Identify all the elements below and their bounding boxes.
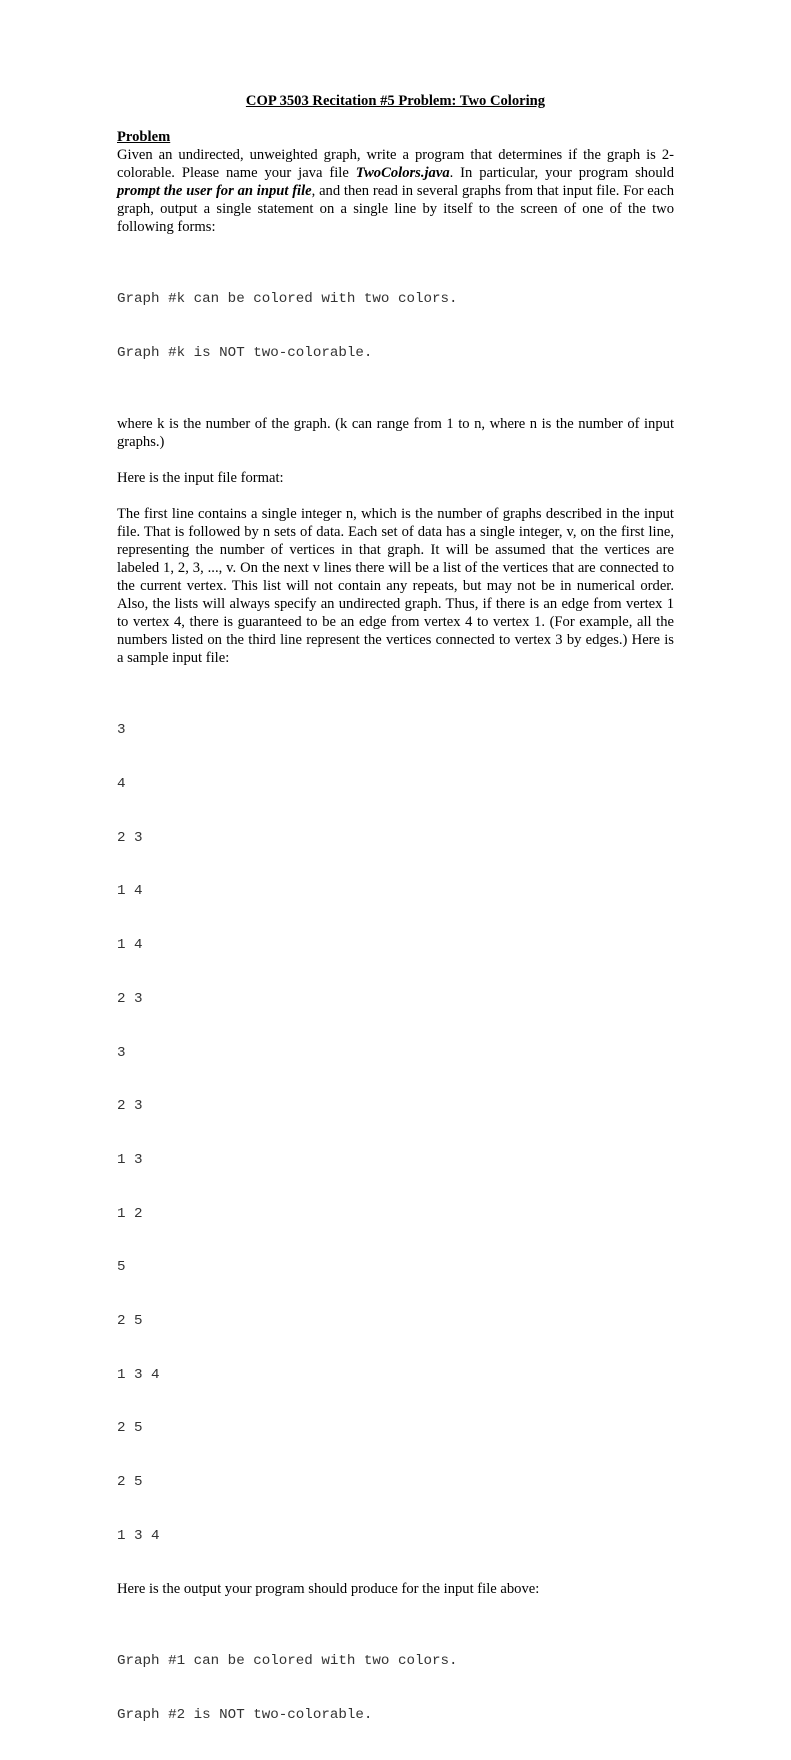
intro-text-1: Given an undirected, unweighted graph, write a program that determines if the graph is 2-colorable. Please name your java file bbox=[117, 147, 674, 181]
sample-input-line: 1 4 bbox=[117, 937, 143, 954]
sample-input-line: 2 3 bbox=[117, 1098, 143, 1115]
output-form-line: Graph #k is NOT two-colorable. bbox=[117, 344, 373, 361]
where-paragraph: where k is the number of the graph. (k can range from 1 to n, where n is the number of input graphs.) bbox=[117, 416, 674, 451]
sample-input-line: 2 5 bbox=[117, 1420, 143, 1437]
format-intro: Here is the input file format: bbox=[117, 470, 284, 487]
format-description: The first line contains a single integer n, which is the number of graphs described in the input file. That is followed by n sets of data. Each set of data has a single integer, v, on the first line, representing the number of vertices in that graph. It will be assumed that the vertices are labeled 1, 2, 3, ..., v. On the next v lines there will be a list of the vertices that are connected to the current vertex. This list will not contain any repeats, but may not be in numerical order. Also, the lists will always specify an undirected graph. Thus, if there is an edge from vertex 1 to vertex 4, there is guaranteed to be an edge from vertex 4 to vertex 1. (For example, all the numbers listed on the third line represent the vertices connected to vertex 3 by edges.) Here is a sample input file: bbox=[117, 506, 674, 667]
output-form-line: Graph #k can be colored with two colors. bbox=[117, 291, 458, 307]
sample-input-line: 1 4 bbox=[117, 883, 143, 900]
intro-text-3: , and then read in several graphs from that input file. For each graph, output a single statement on a single line by itself to the screen of one of the two following forms: bbox=[117, 183, 674, 235]
sample-input-line: 2 3 bbox=[117, 990, 143, 1007]
sample-output-line: Graph #2 is NOT two-colorable. bbox=[117, 1707, 373, 1724]
sample-input-line: 3 bbox=[117, 722, 126, 739]
output-forms bbox=[117, 254, 674, 397]
intro-text-2: . In particular, your program should bbox=[449, 165, 674, 181]
document-page bbox=[117, 92, 674, 1760]
sample-input-line: 2 5 bbox=[117, 1474, 143, 1490]
sample-input-line: 1 2 bbox=[117, 1205, 143, 1222]
sample-input-line: 5 bbox=[117, 1259, 126, 1276]
sample-input-line: 2 5 bbox=[117, 1312, 143, 1329]
sample-output-line: Graph #1 can be colored with two colors. bbox=[117, 1653, 458, 1670]
sample-input bbox=[117, 685, 674, 1580]
sample-input-line: 1 3 bbox=[117, 1151, 143, 1168]
sample-input-line: 3 bbox=[117, 1044, 126, 1061]
sample-input-line: 2 3 bbox=[117, 829, 143, 846]
prompt-phrase: prompt the user for an input file bbox=[117, 183, 312, 199]
sample-output bbox=[117, 1616, 674, 1759]
java-filename: TwoColors.java bbox=[355, 165, 450, 181]
sample-input-line: 4 bbox=[117, 776, 126, 793]
problem-intro-paragraph bbox=[117, 146, 674, 236]
sample-input-line: 1 3 4 bbox=[117, 1366, 160, 1383]
output-intro: Here is the output your program should produce for the input file above: bbox=[117, 1581, 540, 1598]
page-title: COP 3503 Recitation #5 Problem: Two Coloring bbox=[245, 93, 546, 109]
sample-input-line: 1 3 4 bbox=[117, 1527, 160, 1544]
problem-heading: Problem bbox=[117, 129, 171, 145]
